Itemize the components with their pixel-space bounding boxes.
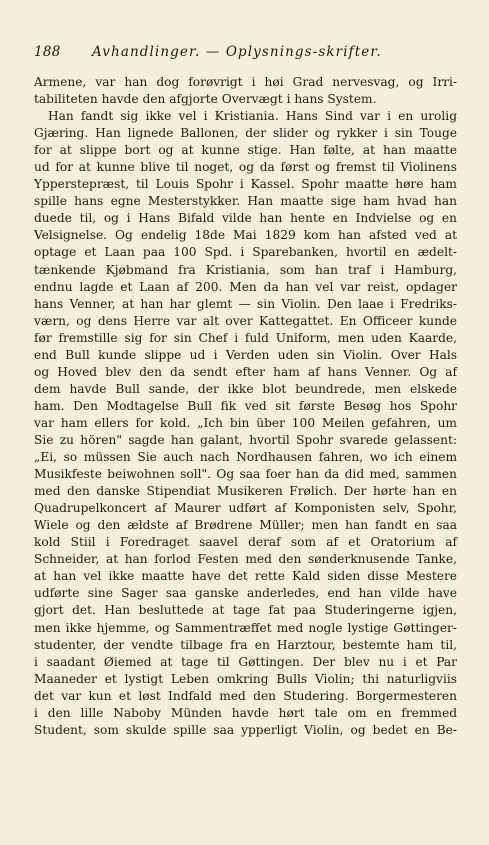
text-line: gjort det. Han besluttede at tage fat paa Studeringerne igjen, [34, 603, 457, 618]
text-line: men ikke hjemme, og Sammentræffet med nogle lystige Gøttinger- [34, 620, 457, 635]
text-line: Velsignelse. Og endelig 18de Mai 1829 kom han afsted ved at [34, 228, 457, 243]
body-text [34, 74, 457, 739]
text-line: Wiele og den ældste af Brødrene Müller; men han fandt en saa [34, 518, 457, 533]
text-line: for at slippe bort og at kunne stige. Han følte, at han maatte [34, 143, 457, 158]
text-line: det var kun et løst Indfald med den Studering. Borgermesteren [34, 688, 457, 703]
text-line: Musikfeste beiwohnen soll". Og saa foer han da did med, sammen [34, 467, 457, 482]
text-line: med den danske Stipendiat Musikeren Frølich. Der hørte han en [34, 484, 457, 499]
text-line: Student, som skulde spille saa ypperligt Violin, og bedet en Be- [34, 722, 457, 737]
text-line: Maaneder et lystigt Leben omkring Bulls Violin; thi naturligviis [34, 671, 457, 686]
page-number: 188 [34, 44, 61, 60]
text-line: udførte sine Sager saa ganske anderledes, end han vilde have [34, 586, 457, 601]
text-line: i den lille Naboby Münden havde hørt tale om en fremmed [34, 705, 457, 720]
text-line: duede til, og i Hans Bifald vilde han hente en Indvielse og en [34, 211, 457, 226]
text-line: dem havde Bull sande, der ikke blot beundrede, men elskede [34, 381, 457, 396]
text-line: før fremstille sig for sin Chef i fuld Uniform, men uden Kaarde, [34, 330, 457, 345]
text-line: og Hoved blev den da sendt efter ham af hans Venner. Og af [34, 364, 457, 379]
text-line: kold Stiil i Foredraget saavel deraf som af et Oratorium af [34, 535, 457, 550]
text-line: Quadrupelkoncert af Maurer udført af Komponisten selv, Spohr, [34, 501, 457, 516]
text-line: Han fandt sig ikke vel i Kristiania. Hans Sind var i en urolig [48, 109, 457, 124]
text-line: værn, og dens Herre var alt over Kattegattet. En Officeer kunde [34, 313, 457, 328]
text-line: studenter, der vendte tilbage fra en Harztour, bestemte ham til, [34, 637, 457, 652]
text-line: end Bull kunde slippe ud i Verden uden sin Violin. Over Hals [34, 347, 457, 362]
text-line: tabiliteten havde den afgjorte Overvægt i hans System. [34, 92, 377, 107]
text-line: spille hans egne Mesterstykker. Han maatte sige ham hvad han [34, 194, 457, 209]
text-line: Armene, var han dog forøvrigt i høi Grad nervesvag, og Irri- [34, 75, 457, 89]
text-line: Gjæring. Han lignede Ballonen, der slider og rykker i sin Touge [34, 126, 457, 141]
text-line: Sie zu hören" sagde han galant, hvortil Spohr svarede gelassent: [34, 432, 457, 447]
text-line: Schneider, at han forlod Festen med den sønderknusende Tanke, [34, 552, 457, 567]
text-line: Ypperstepræst, til Louis Spohr i Kassel. Spohr maatte høre ham [34, 177, 457, 192]
text-line: ham. Den Modtagelse Bull fik ved sit første Besøg hos Spohr [34, 398, 457, 413]
running-head: Avhandlinger. — Oplysnings-skrifter. [92, 44, 382, 60]
text-line: optage et Laan paa 100 Spd. i Sparebanken, hvortil en ædelt- [34, 245, 457, 260]
text-line: hans Venner, at han har glemt — sin Violin. Den laae i Fredriks- [34, 296, 457, 311]
text-line: „Ei, so müssen Sie auch nach Nordhausen fahren, wo ich einem [34, 450, 457, 465]
text-line: at han vel ikke maatte have det rette Kald siden disse Mestere [34, 569, 457, 584]
page-header [34, 44, 464, 64]
text-line: ud for at kunne blive til noget, og da først og fremst til Violinens [34, 160, 457, 175]
text-line: endnu lagde et Laan af 200. Men da han vel var reist, opdager [34, 279, 457, 294]
text-line: i saadant Øiemed at tage til Gøttingen. Der blev nu i et Par [34, 654, 457, 669]
text-line: var ham ellers for kold. „Ich bin über 100 Meilen gefahren, um [34, 415, 457, 430]
text-line: tænkende Kjøbmand fra Kristiania, som han traf i Hamburg, [34, 262, 457, 277]
